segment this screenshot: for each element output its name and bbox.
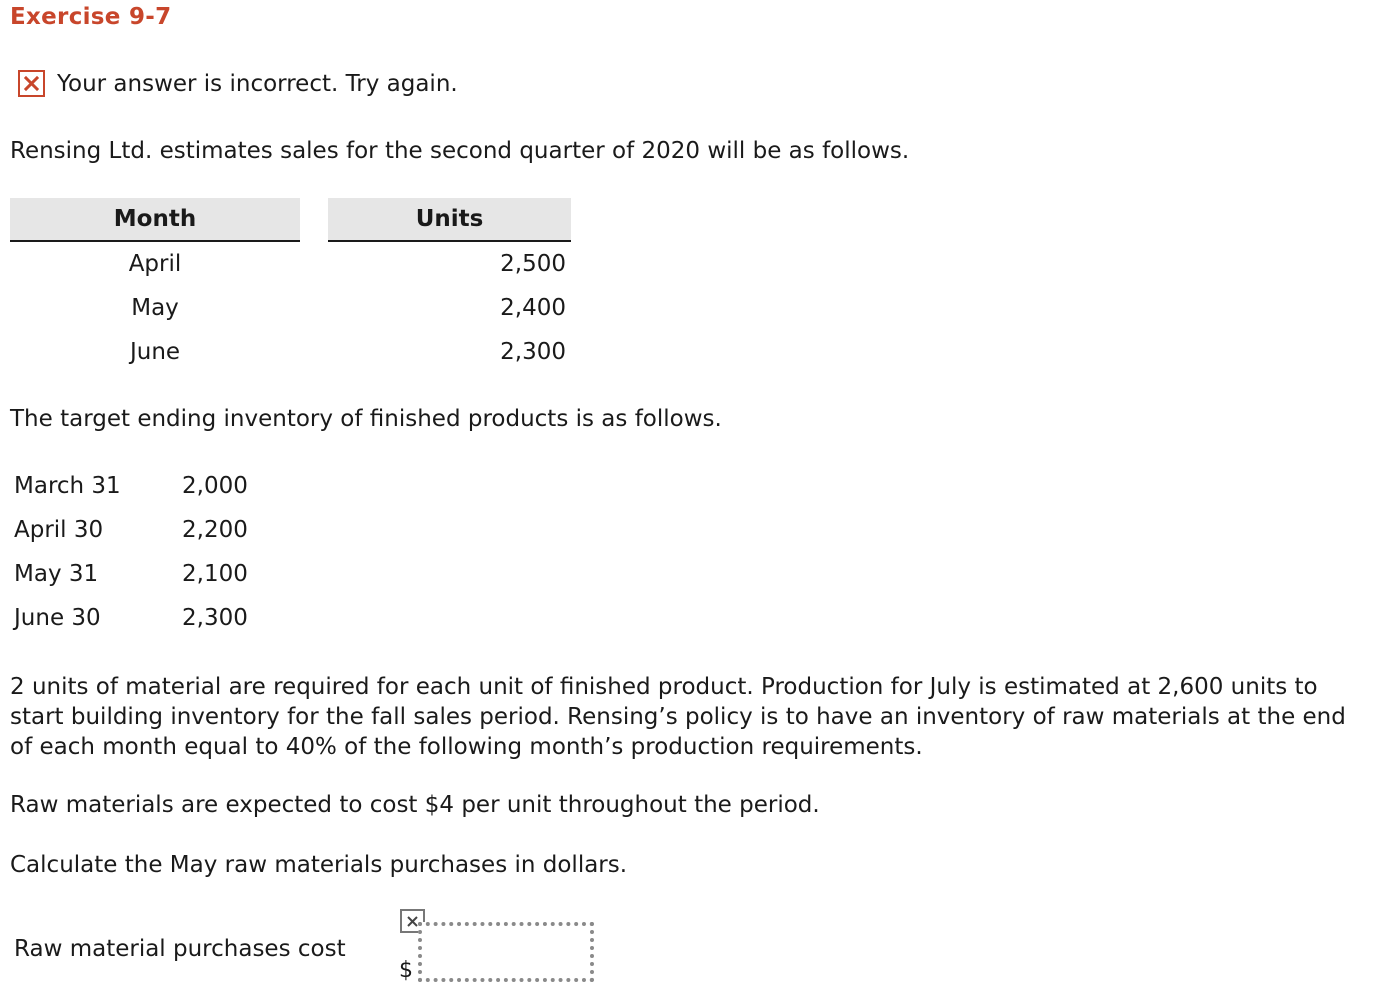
raw-material-purchases-input[interactable] — [418, 922, 594, 982]
list-item — [14, 552, 314, 596]
answer-status — [18, 70, 458, 97]
list-item — [14, 508, 314, 552]
table-row — [10, 286, 571, 330]
column-header-month: Month — [10, 198, 300, 242]
list-item — [14, 464, 314, 508]
inventory-date: May 31 — [14, 561, 99, 587]
cell-month: May — [131, 295, 179, 321]
exercise-title: Exercise 9-7 — [10, 4, 172, 30]
inventory-units: 2,300 — [182, 605, 248, 631]
cell-units: 2,500 — [500, 251, 566, 277]
sales-table — [10, 198, 571, 368]
list-item — [14, 596, 314, 640]
inventory-units: 2,200 — [182, 517, 248, 543]
cell-month: April — [128, 251, 182, 277]
column-header-units: Units — [328, 198, 571, 242]
cell-units: 2,400 — [500, 295, 566, 321]
currency-symbol: $ — [399, 958, 413, 983]
question-text: Calculate the May raw materials purchases in dollars. — [10, 852, 628, 878]
inventory-intro: The target ending inventory of finished products is as follows. — [10, 406, 722, 432]
table-row — [10, 242, 571, 286]
status-message: Your answer is incorrect. Try again. — [57, 70, 458, 97]
materials-paragraph: 2 units of material are required for each unit of finished product. Production for July is estimated at 2,600 units to start building inventory for the fall sales period. Rensing’s policy is to have an inventory of raw materials at the end of each month equal to 40% of the following month’s production requirements. — [10, 674, 1346, 760]
sales-intro: Rensing Ltd. estimates sales for the second quarter of 2020 will be as follows. — [10, 138, 910, 164]
cell-month: June — [129, 339, 181, 365]
inventory-date: June 30 — [14, 605, 101, 631]
table-row — [10, 330, 571, 374]
error-x-icon — [18, 70, 45, 97]
inventory-units: 2,000 — [182, 473, 248, 499]
inventory-date: April 30 — [14, 517, 104, 543]
cost-paragraph: Raw materials are expected to cost $4 per unit throughout the period. — [10, 792, 820, 818]
cell-units: 2,300 — [500, 339, 566, 365]
inventory-date: March 31 — [14, 473, 121, 499]
inventory-units: 2,100 — [182, 561, 248, 587]
answer-label: Raw material purchases cost — [14, 936, 346, 962]
